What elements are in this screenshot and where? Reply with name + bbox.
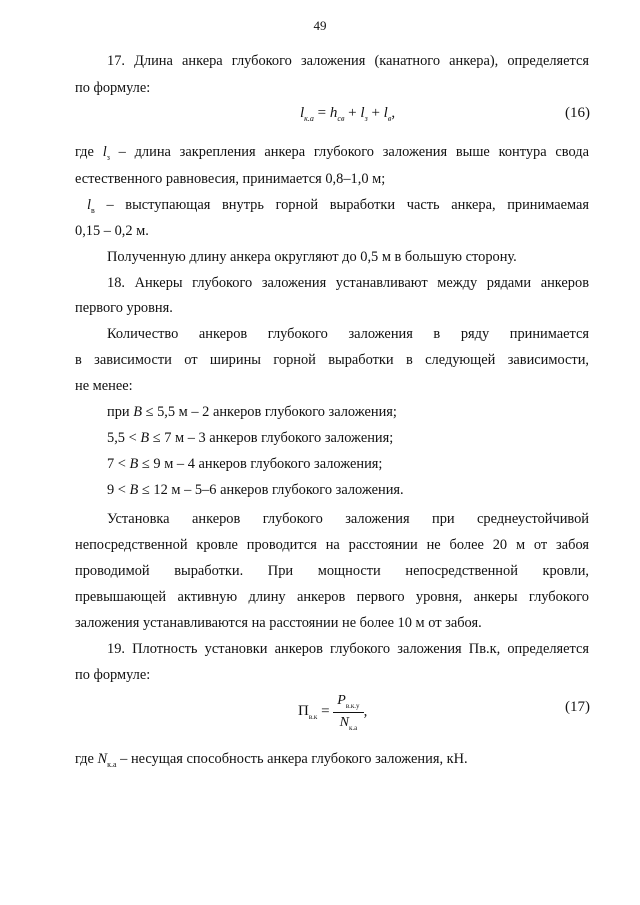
formula-16-equals: = [317,105,327,121]
formula-17-fraction [333,692,363,732]
formula-16-lhs: $l_{к.а}$ [300,105,314,123]
paragraph-18-line-1: 18. Анкеры глубокого заложения устанавливают между рядами анкеров [107,275,589,291]
formula-17-numerator: $P_{в.к.у}$ [333,692,363,713]
formula-17-equals: = [321,703,330,720]
formula-16-term-2: $l_з$ [360,105,368,123]
formula-17-denominator: $N_{к.а}$ [339,714,358,732]
installation-line-5: заложения устанавливаются на расстоянии не более 10 м от забоя. [75,615,482,631]
where-lz-line-1: где $l_з$ – длина закрепления анкера глубокого заложения выше контура свода [75,144,589,162]
page-number: 49 [313,18,327,33]
lv-line-2: 0,15 – 0,2 м. [75,223,149,239]
formula-16 [300,104,395,124]
quantity-line-3: не менее: [75,378,133,394]
list-item: 5,5 < B ≤ 7 м – 3 анкеров глубокого заложения; [107,430,394,446]
where-lz-line-2: естественного равновесия, принимается 0,8–1,0 м; [75,171,386,187]
equation-number-16: (16) [565,105,590,121]
quantity-line-1: Количество анкеров глубокого заложения в ряду принимается [107,326,589,342]
formula-17 [298,692,367,732]
installation-line-1: Установка анкеров глубокого заложения при среднеустойчивой [107,511,589,527]
installation-line-3: проводимой выработки. При мощности непосредственной кровли, [75,563,589,579]
installation-line-2: непосредственной кровле проводится на расстоянии не более 20 м от забоя [75,537,589,553]
paragraph-17-line-1: 17. Длина анкера глубокого заложения (канатного анкера), определяется [107,53,589,69]
paragraph-17-line-2: по формуле: [75,80,151,96]
where-N-line: где $N_{к.а}$ – несущая способность анкера глубокого заложения, кН. [75,751,468,769]
formula-16-plus-1: + [348,105,357,121]
formula-17-lhs: $П_{в.к}$ [298,703,318,722]
formula-16-plus-2: + [371,105,380,121]
installation-line-4: превышающей активную длину анкеров первого уровня, анкеры глубокого [75,589,589,605]
list-item: 7 < B ≤ 9 м – 4 анкеров глубокого заложения; [107,456,383,472]
formula-17-comma: , [363,703,368,720]
formula-16-term-1: $h_{св}$ [329,105,345,123]
formula-16-comma: , [391,105,396,121]
paragraph-19-line-1: 19. Плотность установки анкеров глубокого заложения Пв.к, определяется [107,641,589,657]
lv-line-1: $l_в$ – выступающая внутрь горной выработки часть анкера, принимаемая [87,197,589,215]
list-item: 9 < B ≤ 12 м – 5–6 анкеров глубокого заложения. [107,482,404,498]
paragraph-18-line-2: первого уровня. [75,300,173,316]
list-item: при B ≤ 5,5 м – 2 анкеров глубокого заложения; [107,404,397,420]
quantity-line-2: в зависимости от ширины горной выработки в следующей зависимости, [75,352,589,368]
equation-number-17: (17) [565,699,590,715]
formula-16-term-3: $l_в$ [383,105,392,123]
paragraph-19-line-2: по формуле: [75,667,151,683]
rounding-note: Полученную длину анкера округляют до 0,5 м в большую сторону. [107,249,517,265]
